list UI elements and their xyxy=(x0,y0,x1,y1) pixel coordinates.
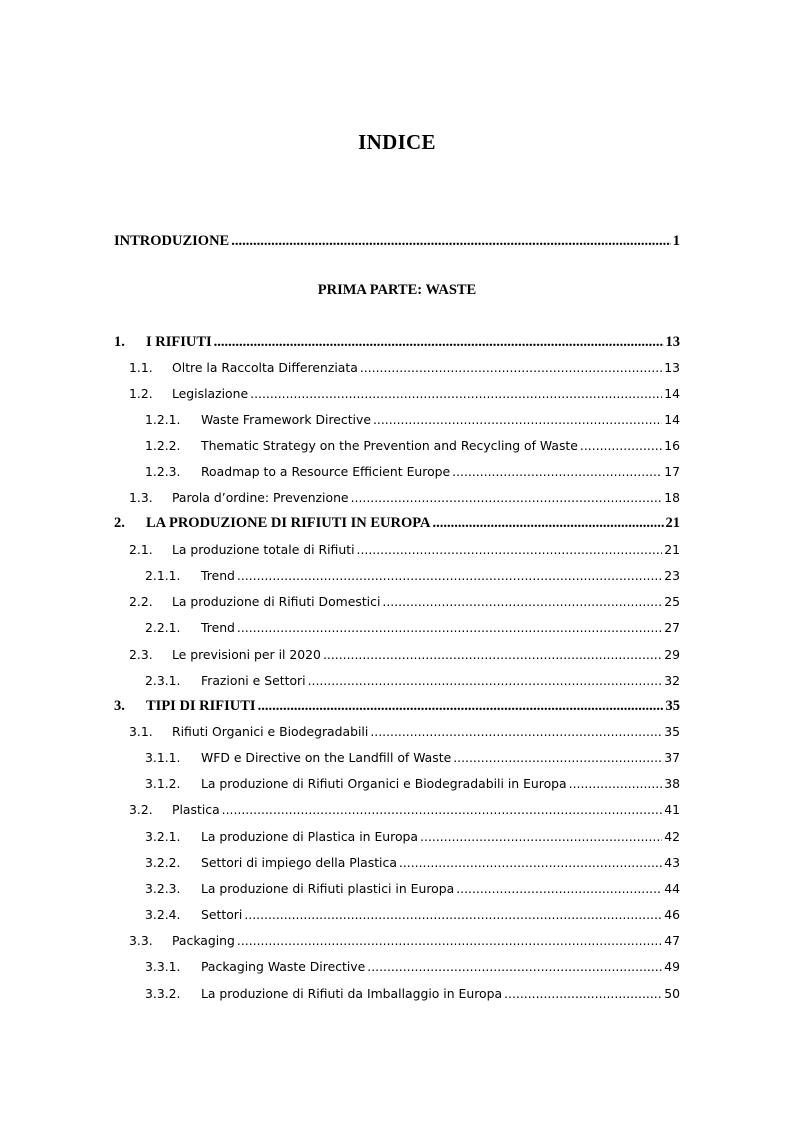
toc-entry-page: 32 xyxy=(664,673,680,688)
toc-subsection-entry[interactable] xyxy=(0,436,794,456)
toc-leader-dots xyxy=(373,410,662,430)
toc-entry-number: 2. xyxy=(114,515,125,531)
toc-entry-page: 46 xyxy=(664,907,680,922)
toc-entry-label: Waste Framework Directive xyxy=(201,412,371,427)
toc-subsection-entry[interactable] xyxy=(0,462,794,482)
toc-subsection-entry[interactable] xyxy=(0,774,794,794)
toc-entry-label: Plastica xyxy=(172,802,220,817)
toc-leader-dots xyxy=(382,592,662,612)
toc-entry-label: Frazioni e Settori xyxy=(201,673,306,688)
toc-entry-page: 29 xyxy=(664,647,680,662)
toc-entry-page: 49 xyxy=(664,959,680,974)
toc-entry-page: 13 xyxy=(665,334,680,350)
toc-entry-number: 3.2. xyxy=(129,802,153,817)
toc-subsection-entry[interactable] xyxy=(0,748,794,768)
toc-entry-number: 1.2.3. xyxy=(145,464,181,479)
toc-leader-dots xyxy=(453,748,662,768)
toc-entry-page: 13 xyxy=(664,360,680,375)
toc-entry-number: 1.2.1. xyxy=(145,412,181,427)
toc-entry-label: Trend xyxy=(201,620,235,635)
toc-entry-label: TIPI DI RIFIUTI xyxy=(146,698,256,714)
toc-entry-label: Settori xyxy=(201,907,243,922)
toc-entry-label: I RIFIUTI xyxy=(146,334,212,350)
toc-leader-dots xyxy=(214,332,664,352)
toc-leader-dots xyxy=(237,618,662,638)
toc-entry-number: 1.2. xyxy=(129,386,153,401)
toc-entry-page: 21 xyxy=(664,542,680,557)
toc-entry-label: LA PRODUZIONE DI RIFIUTI IN EUROPA xyxy=(146,515,431,531)
toc-section-entry[interactable] xyxy=(0,722,794,742)
toc-entry-label: Roadmap to a Resource Efficient Europe xyxy=(201,464,451,479)
toc-subsection-entry[interactable] xyxy=(0,957,794,977)
toc-subsection-entry[interactable] xyxy=(0,671,794,691)
part-heading: PRIMA PARTE: WASTE xyxy=(317,282,477,298)
toc-entry-page: 35 xyxy=(664,724,680,739)
toc-entry-number: 3.1.2. xyxy=(145,776,181,791)
toc-subsection-entry[interactable] xyxy=(0,566,794,586)
toc-entry-page: 18 xyxy=(664,490,680,505)
toc-section-entry[interactable] xyxy=(0,592,794,612)
toc-entry-page: 16 xyxy=(664,438,680,453)
toc-leader-dots xyxy=(420,827,662,847)
toc-entry-label: Rifiuti Organici e Biodegradabili xyxy=(172,724,369,739)
toc-entry-number: 3.2.2. xyxy=(145,855,181,870)
toc-entry-page: 17 xyxy=(664,464,680,479)
toc-leader-dots xyxy=(250,384,662,404)
toc-leader-dots xyxy=(308,671,663,691)
toc-leader-dots xyxy=(237,566,662,586)
toc-chapter-entry[interactable] xyxy=(0,696,794,716)
toc-leader-dots xyxy=(367,957,662,977)
toc-entry-page: 50 xyxy=(664,986,680,1001)
toc-entry-page: 47 xyxy=(664,933,680,948)
toc-entry-page: 25 xyxy=(664,594,680,609)
toc-entry-label: Parola d’ordine: Prevenzione xyxy=(172,490,349,505)
toc-leader-dots xyxy=(456,879,662,899)
toc-entry-number: 3.2.4. xyxy=(145,907,181,922)
toc-leader-dots xyxy=(258,696,664,716)
toc-entry-label: Le previsioni per il 2020 xyxy=(172,647,321,662)
toc-subsection-entry[interactable] xyxy=(0,984,794,1004)
toc-entry-label: La produzione di Plastica in Europa xyxy=(201,829,418,844)
toc-entry-number: 3. xyxy=(114,698,125,714)
toc-leader-dots xyxy=(569,774,663,794)
toc-entry-label: Thematic Strategy on the Prevention and Recycling of Waste xyxy=(201,438,578,453)
toc-entry-label: Packaging xyxy=(172,933,235,948)
toc-entry-page: 38 xyxy=(664,776,680,791)
toc-entry-number: 1.3. xyxy=(129,490,153,505)
toc-entry-label: La produzione di Rifiuti Organici e Biodegradabili in Europa xyxy=(201,776,567,791)
toc-entry-number: 3.3.1. xyxy=(145,959,181,974)
toc-entry-number: 3.3.2. xyxy=(145,986,181,1001)
toc-section-entry[interactable] xyxy=(0,358,794,378)
toc-entry-label: La produzione di Rifiuti plastici in Europa xyxy=(201,881,455,896)
page-title: INDICE xyxy=(358,130,436,154)
toc-entry-page: 1 xyxy=(672,233,680,249)
toc-entry-number: 3.1.1. xyxy=(145,750,181,765)
toc-chapter-entry[interactable] xyxy=(0,332,794,352)
toc-entry-page: 37 xyxy=(664,750,680,765)
toc-entry-label: Oltre la Raccolta Differenziata xyxy=(172,360,358,375)
toc-entry-number: 2.1. xyxy=(129,542,153,557)
toc-leader-dots xyxy=(237,931,662,951)
toc-leader-dots xyxy=(360,358,662,378)
toc-subsection-entry[interactable] xyxy=(0,853,794,873)
toc-leader-dots xyxy=(244,905,662,925)
toc-entry-label: La produzione di Rifiuti da Imballaggio in Europa xyxy=(201,986,503,1001)
toc-entry-page: 27 xyxy=(664,620,680,635)
toc-section-entry[interactable] xyxy=(0,488,794,508)
toc-entry-label: Settori di impiego della Plastica xyxy=(201,855,397,870)
toc-chapter-entry[interactable] xyxy=(0,513,794,533)
toc-subsection-entry[interactable] xyxy=(0,905,794,925)
toc-entry-page: 14 xyxy=(664,412,680,427)
toc-section-entry[interactable] xyxy=(0,931,794,951)
toc-entry-page: 43 xyxy=(664,855,680,870)
toc-entry-number: 2.2. xyxy=(129,594,153,609)
toc-entry-number: 3.3. xyxy=(129,933,153,948)
toc-entry-page: 23 xyxy=(664,568,680,583)
toc-subsection-entry[interactable] xyxy=(0,827,794,847)
toc-entry-page: 44 xyxy=(664,881,680,896)
toc-entry-page: 14 xyxy=(664,386,680,401)
toc-entry-page: 21 xyxy=(665,515,680,531)
toc-entry-number: 3.2.1. xyxy=(145,829,181,844)
toc-leader-dots xyxy=(351,488,663,508)
toc-entry-number: 3.2.3. xyxy=(145,881,181,896)
toc-entry-label: La produzione totale di Rifiuti xyxy=(172,542,355,557)
toc-leader-dots xyxy=(399,853,662,873)
toc-section-entry[interactable] xyxy=(0,800,794,820)
toc-entry-page: 41 xyxy=(664,802,680,817)
toc-leader-dots xyxy=(452,462,662,482)
toc-subsection-entry[interactable] xyxy=(0,879,794,899)
toc-entry-page: 42 xyxy=(664,829,680,844)
toc-section-entry[interactable] xyxy=(0,384,794,404)
toc-entry-number: 2.3.1. xyxy=(145,673,181,688)
toc-entry-label: La produzione di Rifiuti Domestici xyxy=(172,594,381,609)
toc-entry-label: Trend xyxy=(201,568,235,583)
toc-leader-dots xyxy=(580,436,662,456)
toc-entry-number: 3.1. xyxy=(129,724,153,739)
toc-leader-dots xyxy=(370,722,662,742)
toc-entry-number: 2.1.1. xyxy=(145,568,181,583)
toc-entry-label: Legislazione xyxy=(172,386,249,401)
toc-leader-dots xyxy=(222,800,663,820)
toc-section-entry[interactable] xyxy=(0,540,794,560)
toc-entry-number: 2.2.1. xyxy=(145,620,181,635)
toc-subsection-entry[interactable] xyxy=(0,618,794,638)
toc-entry-number: 1.2.2. xyxy=(145,438,181,453)
toc-entry-label: INTRODUZIONE xyxy=(114,233,230,249)
toc-section-entry[interactable] xyxy=(0,645,794,665)
toc-leader-dots xyxy=(504,984,662,1004)
toc-entry-number: 2.3. xyxy=(129,647,153,662)
toc-subsection-entry[interactable] xyxy=(0,410,794,430)
toc-leader-dots xyxy=(357,540,663,560)
toc-leader-dots xyxy=(231,231,671,251)
toc-entry-page: 35 xyxy=(665,698,680,714)
toc-leader-dots xyxy=(323,645,662,665)
toc-leader-dots xyxy=(433,513,664,533)
toc-entry-number: 1.1. xyxy=(129,360,153,375)
toc-entry-label: Packaging Waste Directive xyxy=(201,959,366,974)
toc-entry-label: WFD e Directive on the Landfill of Waste xyxy=(201,750,452,765)
toc-entry-introduzione[interactable] xyxy=(0,231,794,251)
toc-entry-number: 1. xyxy=(114,334,125,350)
